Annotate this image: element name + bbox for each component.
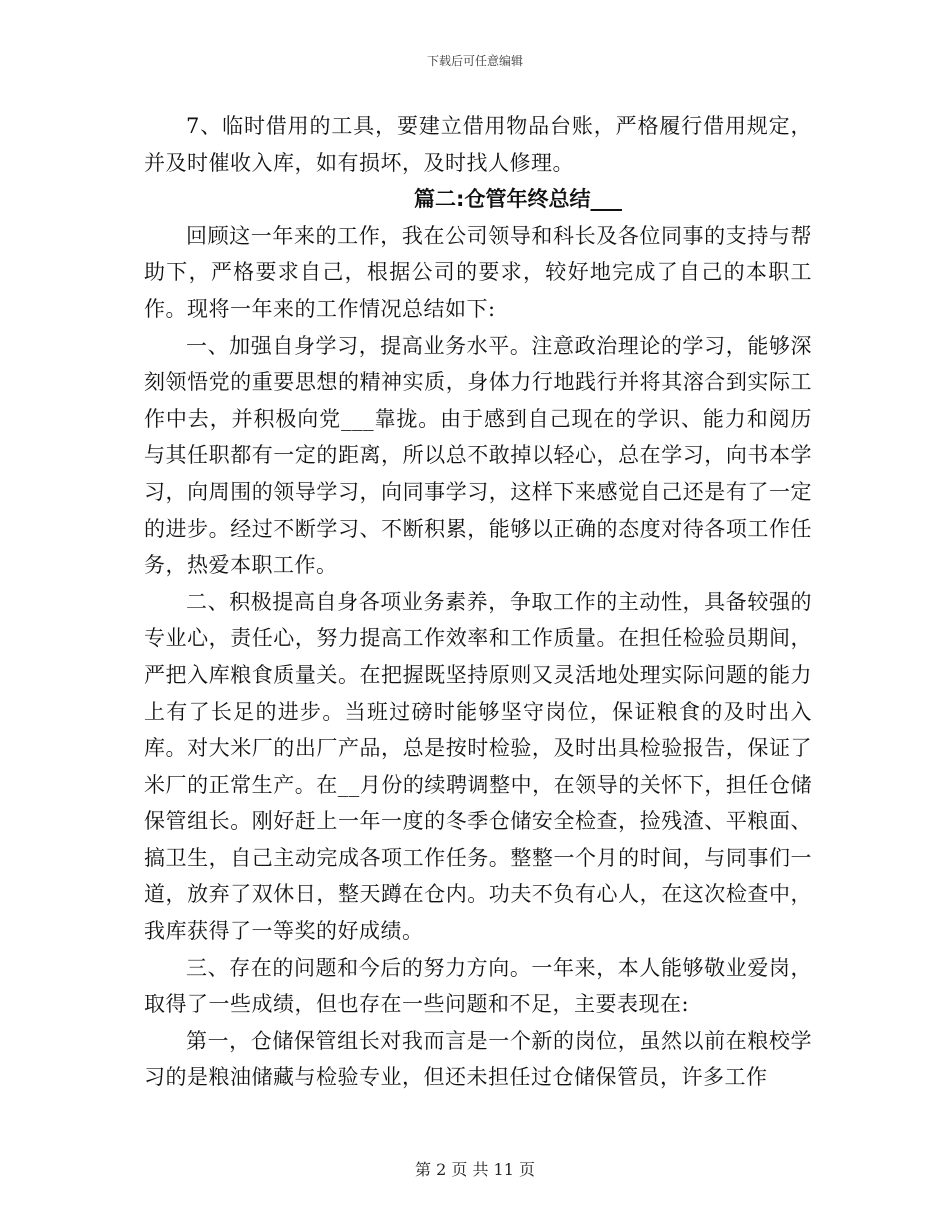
- paragraph-part-one: 一、加强自身学习，提高业务水平。注意政治理论的学习，能够深刻领悟党的重要思想的精神实质，身体力行地践行并将其溶合到实际工作中去，并积极向党___靠拢。由于感到自己现在的学识、能力和阅历与其任职都有一定的距离，所以总不敢掉以轻心，总在学习，向书本学习，向周围的领导学习，向同事学习，这样下来感觉自己还是有了一定的进步。经过不断学习、不断积累，能够以正确的态度对待各项工作任务，热爱本职工作。: [144, 333, 812, 578]
- page-footer: 第 2 页 共 11 页: [415, 1160, 535, 1179]
- paragraph-intro: 回顾这一年来的工作，我在公司领导和科长及各位同事的支持与帮助下，严格要求自己，根据公司的要求，较好地完成了自己的本职工作。现将一年来的工作情况总结如下:: [144, 223, 812, 321]
- paragraph-first-issue: 第一，仓储保管组长对我而言是一个新的岗位，虽然以前在粮校学习的是粮油储藏与检验专业，但还未担任过仓储保管员，许多工作: [144, 1028, 812, 1090]
- page-header: 下载后可任意编辑: [426, 54, 523, 68]
- paragraph-item-7: 7、临时借用的工具，要建立借用物品台账，严格履行借用规定，并及时催收入库，如有损坏，及时找人修理。: [144, 114, 812, 175]
- paragraph-part-three: 三、存在的问题和今后的努力方向。一年来，本人能够敬业爱岗，取得了一些成绩，但也存在一些问题和不足，主要表现在:: [144, 955, 812, 1017]
- paragraph-part-two: 二、积极提高自身各项业务素养，争取工作的主动性，具备较强的专业心，责任心，努力提高工作效率和工作质量。在担任检验员期间，严把入库粮食质量关。在把握既坚持原则又灵活地处理实际问题的能力上有了长足的进步。当班过磅时能够坚守岗位，保证粮食的及时出入库。对大米厂的出厂产品，总是按时检验，及时出具检验报告，保证了米厂的正常生产。在__月份的续聘调整中，在领导的关怀下，担任仓储保管组长。刚好赶上一年一度的冬季仓储安全检查，捡残渣、平粮面、搞卫生，自己主动完成各项工作任务。整整一个月的时间，与同事们一道，放弃了双休日，整天蹲在仓内。功夫不负有心人，在这次检查中，我库获得了一等奖的好成绩。: [144, 589, 812, 944]
- document-body: [144, 108, 812, 1096]
- section-title: 篇二:仓管年终总结___: [414, 187, 622, 212]
